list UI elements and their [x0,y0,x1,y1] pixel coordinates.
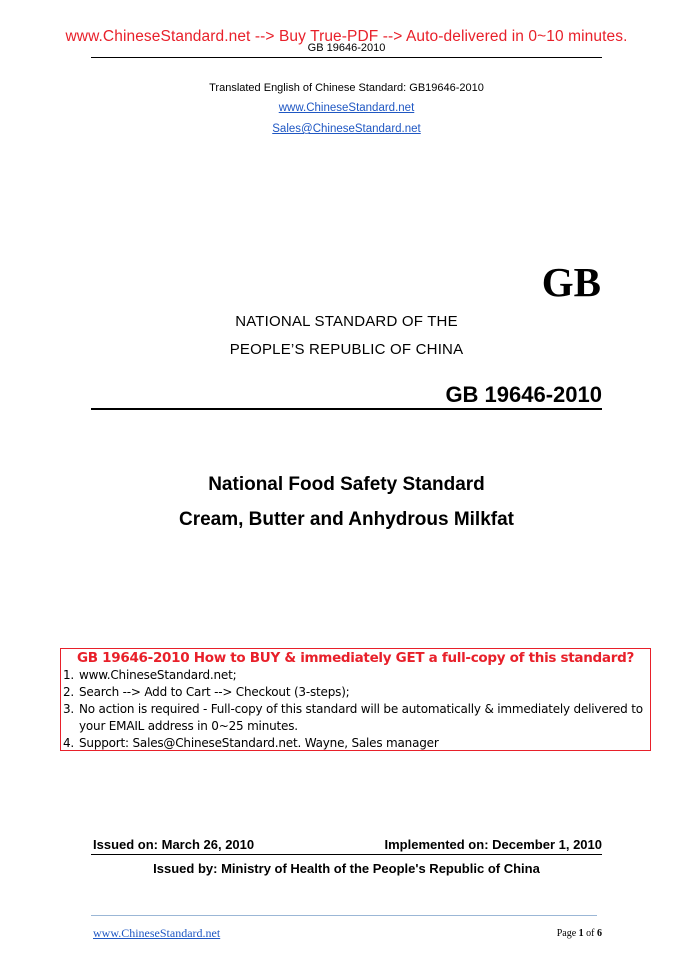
page-total: 6 [597,928,602,939]
purchase-step [63,719,298,733]
purchase-step-number: 3. [63,702,75,716]
sales-email-link-wrap [0,123,693,135]
promo-banner[interactable]: www.ChineseStandard.net --> Buy True-PDF --> Auto-delivered in 0~10 minutes. [65,28,628,45]
purchase-step-text: Search --> Add to Cart --> Checkout (3-steps); [79,685,350,699]
issued-date: Issued on: March 26, 2010 [93,837,255,852]
page-prefix: Page [556,928,579,939]
page-current: 1 [578,928,584,939]
purchase-step [63,685,350,699]
purchase-step-number: 2. [63,685,75,699]
footer-website-link[interactable]: www.ChineseStandard.net [93,926,221,940]
header-standard-code: GB 19646-2010 [307,42,386,54]
purchase-step-text[interactable]: www.ChineseStandard.net; [79,668,237,682]
authority-line-1: NATIONAL STANDARD OF THE [235,313,458,330]
page-of: of [583,928,597,939]
dates-divider [91,854,602,855]
purchase-step [63,668,236,682]
translation-note: Translated English of Chinese Standard: GB19646-2010 [209,82,484,94]
website-link-wrap [0,102,693,114]
purchase-heading: GB 19646-2010 How to BUY & immediately GET a full-copy of this standard? [77,650,634,666]
purchase-step-number: 4. [63,736,75,750]
purchase-step-text: Support: Sales@ChineseStandard.net. Wayne, Sales manager [79,736,439,750]
gb-logo: GB [541,259,601,305]
implemented-date: Implemented on: December 1, 2010 [384,837,602,852]
purchase-step-text: No action is required - Full-copy of this standard will be automatically & immediately delivered to [79,702,643,716]
footer-website-wrap [93,926,220,941]
footer-divider [91,915,597,916]
sales-email-link[interactable]: Sales@ChineseStandard.net [272,123,421,135]
purchase-step [63,702,643,716]
issuing-authority: Issued by: Ministry of Health of the People's Republic of China [153,861,540,876]
title-divider [91,408,602,410]
authority-line-2: PEOPLE’S REPUBLIC OF CHINA [229,341,464,358]
header-divider [91,57,602,58]
page-number [557,928,602,939]
document-title-line-2: Cream, Butter and Anhydrous Milkfat [178,509,514,530]
purchase-step-text: your EMAIL address in 0~25 minutes. [79,719,298,733]
standard-code: GB 19646-2010 [445,382,602,407]
document-title-line-1: National Food Safety Standard [208,474,485,495]
purchase-step-number: 1. [63,668,75,682]
website-link[interactable]: www.ChineseStandard.net [278,102,415,114]
purchase-step [63,736,439,750]
